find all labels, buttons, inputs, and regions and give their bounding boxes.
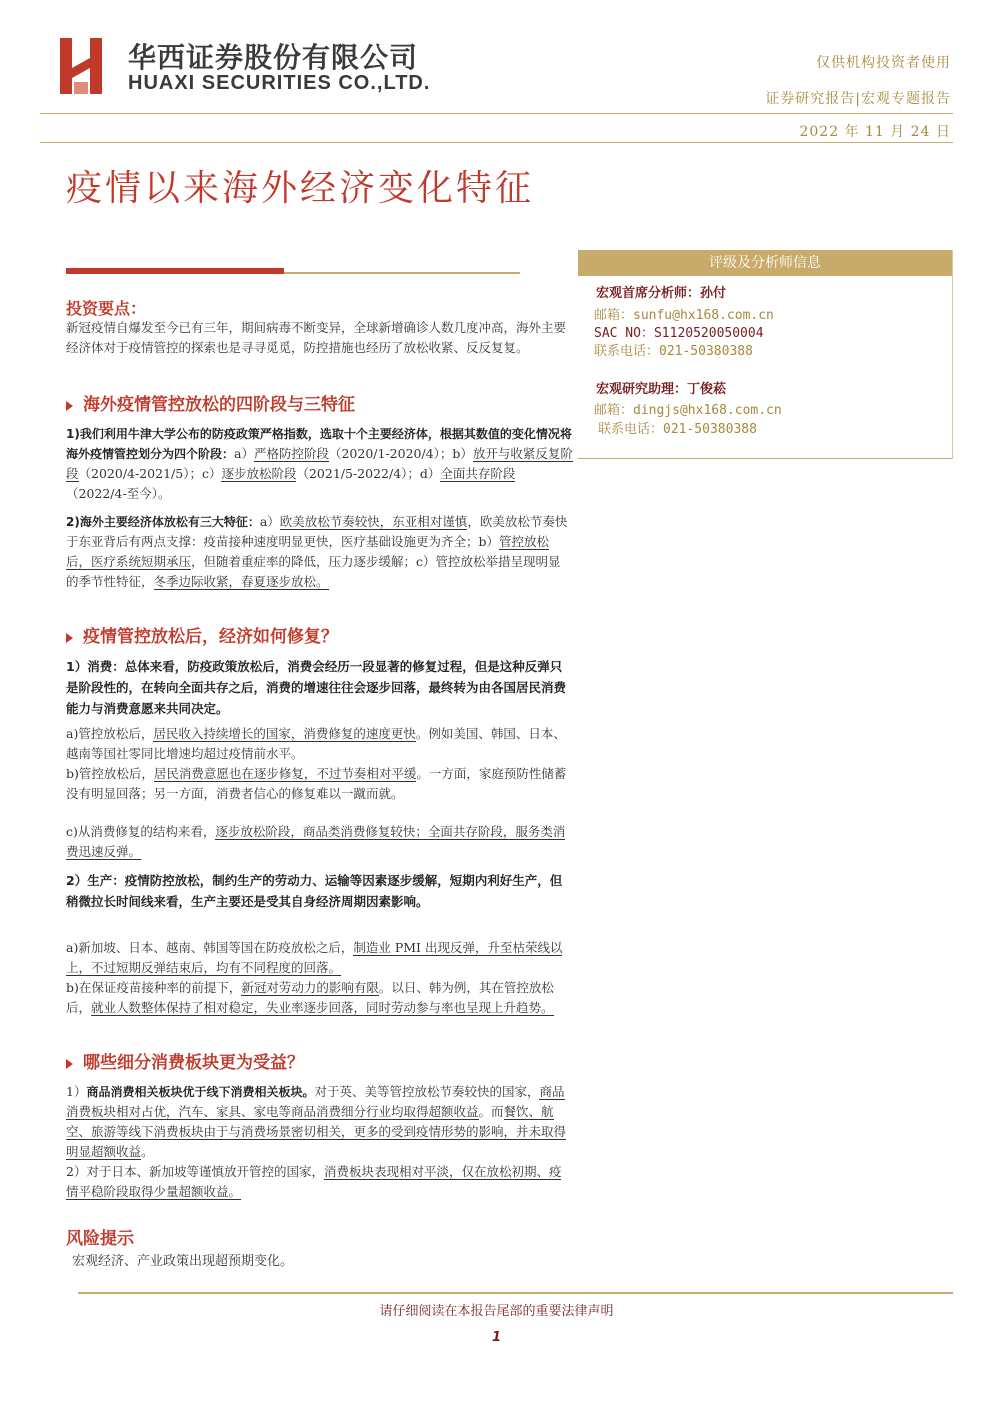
report-date: 2022 年 11 月 24 日 [799, 124, 951, 140]
analyst1-email[interactable]: 邮箱：sunfu@hx168.com.cn [594, 308, 774, 323]
title-accent-line [284, 272, 520, 274]
header-divider-2 [40, 142, 953, 143]
consumption-point-b: b)管控放松后，居民消费意愿也在逐步修复，不过节奏相对平缓。一方面，家庭预防性储蓄没有明显回落；另一方面，消费者信心的修复难以一蹴而就。 [66, 766, 567, 801]
triangle-bullet-icon [66, 1059, 73, 1069]
section3-para1: 1）商品消费相关板块优于线下消费相关板块。对于英、美等管控放松节奏较快的国家，商品消费板块相对占优，汽车、家具、家电等商品消费细分行业均取得超额收益。而餐饮、航空、旅游等线下消费板块由于与消费场景密切相关，更多的受到疫情形势的影响，并未取得明显超额收益。 [66, 1084, 567, 1159]
analyst1-phone: 联系电话：021-50380388 [594, 344, 753, 359]
analyst1-name: 宏观首席分析师：孙付 [596, 286, 727, 301]
production-point-b: b)在保证疫苗接种率的前提下，新冠对劳动力的影响有限。以日、韩为例，其在管控放松后，就业人数整体保持了相对稳定，失业率逐步回落，同时劳动参与率也呈现上升趋势。 [66, 980, 554, 1015]
company-name-en: HUAXI SECURITIES CO.,LTD. [128, 72, 431, 94]
production-summary: 2）生产：疫情防控放松，制约生产的劳动力、运输等因素逐步缓解，短期内利好生产，但稍微拉长时间线来看，生产主要还是受其自身经济周期因素影响。 [66, 873, 563, 909]
report-title: 疫情以来海外经济变化特征 [66, 168, 535, 209]
analyst2-email[interactable]: 邮箱：dingjs@hx168.com.cn [594, 403, 782, 418]
consumption-point-a: a)管控放松后，居民收入持续增长的国家，消费修复的速度更快。例如美国、韩国、日本、越南等国社零同比增速均超过疫情前水平。 [66, 726, 566, 761]
page-number: 1 [491, 1330, 502, 1345]
legal-notice: 请仔细阅读在本报告尾部的重要法律声明 [379, 1304, 614, 1319]
section3-para2: 2）对于日本、新加坡等谨慎放开管控的国家，消费板块表现相对平淡，仅在放松初期、疫情平稳阶段取得少量超额收益。 [66, 1164, 562, 1199]
analyst2-name: 宏观研究助理：丁俊菘 [596, 382, 727, 397]
risk-text: 宏观经济、产业政策出现超预期变化。 [72, 1254, 294, 1269]
title-accent-bar [66, 268, 284, 274]
analyst2-phone: 联系电话：021-50380388 [598, 422, 757, 437]
triangle-bullet-icon [66, 633, 73, 643]
header-divider [40, 113, 953, 114]
consumption-point-c: c)从消费修复的结构来看，逐步放松阶段，商品类消费修复较快；全面共存阶段，服务类消费迅速反弹。 [66, 824, 566, 859]
summary-text: 新冠疫情自爆发至今已有三年，期间病毒不断变异，全球新增确诊人数几度冲高，海外主要经济体对于疫情管控的探索也是寻寻觅觅，防控措施也经历了放松收紧、反反复复。 [66, 320, 567, 355]
summary-heading: 投资要点： [66, 299, 147, 318]
panel-heading: 评级及分析师信息 [578, 250, 952, 276]
company-name-cn: 华西证券股份有限公司 [128, 41, 419, 74]
risk-heading: 风险提示 [66, 1229, 134, 1249]
production-point-a: a)新加坡、日本、越南、韩国等国在防疫放松之后，制造业 PMI 出现反弹，升至枯荣线以上，不过短期反弹结束后，均有不同程度的回落。 [66, 940, 563, 975]
footer-divider [78, 1292, 953, 1294]
section3-title: 哪些细分消费板块更为受益？ [66, 1048, 304, 1073]
audience-label: 仅供机构投资者使用 [816, 55, 951, 71]
report-type-label: 证券研究报告|宏观专题报告 [765, 91, 951, 107]
analyst1-sac: SAC NO：S1120520050004 [594, 326, 764, 341]
section1-para2: 2)海外主要经济体放松有三大特征：a）欧美放松节奏较快，东亚相对谨慎，欧美放松节奏快于东亚背后有两点支撑：疫苗接种速度明显更快，医疗基础设施更为齐全；b）管控放松后，医疗系统短期承压，但随着重症率的降低，压力逐步缓解；c）管控放松举措呈现明显的季节性特征，冬季边际收紧，春夏逐步放松。 [66, 514, 568, 589]
huaxi-logo-icon [60, 38, 108, 94]
section2-title: 疫情管控放松后，经济如何修复？ [66, 622, 338, 647]
analyst-info-panel [578, 250, 953, 459]
section1-title: 海外疫情管控放松的四阶段与三特征 [66, 390, 355, 415]
triangle-bullet-icon [66, 401, 73, 411]
consumption-summary: 1）消费：总体来看，防疫政策放松后，消费会经历一段显著的修复过程，但是这种反弹只是阶段性的，在转向全面共存之后，消费的增速往往会逐步回落，最终转为由各国居民消费能力与消费意愿来共同决定。 [66, 659, 567, 716]
section1-para1: 1)我们利用牛津大学公布的防疫政策严格指数，选取十个主要经济体，根据其数值的变化情况将海外疫情管控划分为四个阶段：a）严格防控阶段（2020/1-2020/4）；b）放开与收紧反复阶段（2020/4-2021/5）；c）逐步放松阶段（2021/5-2022/4）；d）全面共存阶段（2022/4-至今）。 [66, 427, 573, 501]
